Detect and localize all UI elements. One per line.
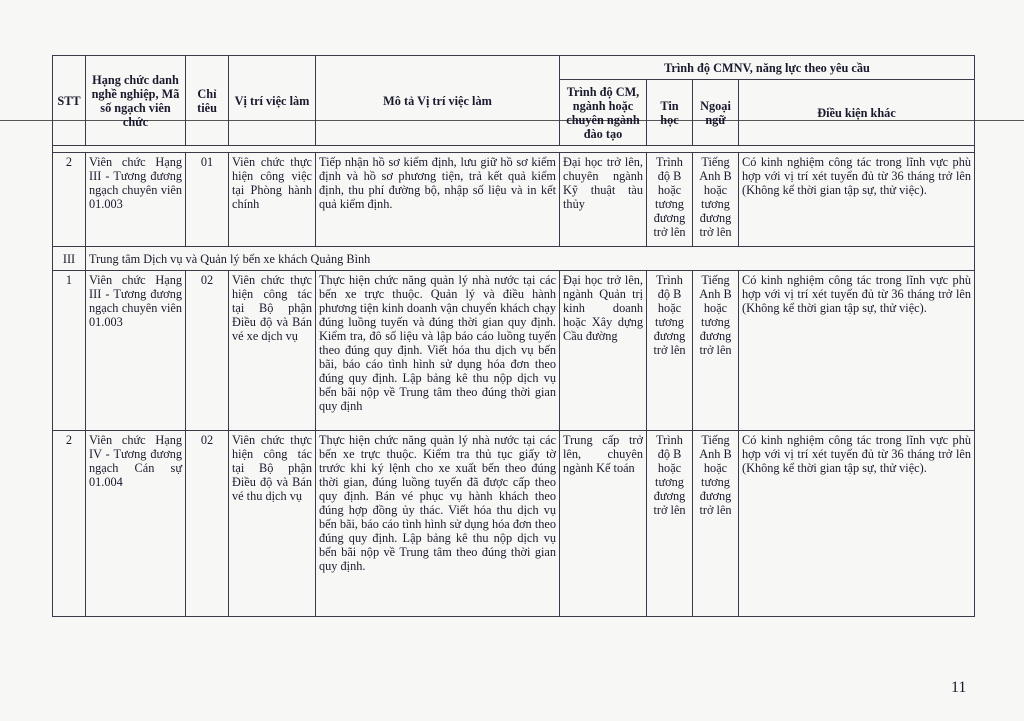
cell-dieu-kien: Có kinh nghiệm công tác trong lĩnh vực phù hợp với vị trí xét tuyển đủ từ 36 tháng trở lên (Không kể thời gian tập sự, thử việc). bbox=[739, 153, 975, 247]
section-title: Trung tâm Dịch vụ và Quản lý bến xe khách Quảng Bình bbox=[86, 247, 975, 271]
section-row bbox=[53, 247, 975, 271]
cell-ngoai-ngu: Tiếng Anh B hoặc tương đương trở lên bbox=[693, 271, 739, 431]
cell-stt: 1 bbox=[53, 271, 86, 431]
cell-mo-ta: Thực hiện chức năng quản lý nhà nước tại các bến xe trực thuộc. Quản lý và điều hành phương tiện kinh doanh vận chuyển khách chạy đúng luồng tuyến và đúng thời gian quy định. Kiểm tra, đô số liệu và lập báo cáo luồng tuyến theo đúng quy định. Viết hóa thu dịch vụ bến bãi, báo cáo tình hình sử dụng hóa đơn theo đúng quy định. Lập bảng kê thu nộp dịch vụ bến bãi nộp về Trung tâm theo đúng thời gian quy định bbox=[316, 271, 560, 431]
cell-ngoai-ngu: Tiếng Anh B hoặc tương đương trở lên bbox=[693, 431, 739, 617]
cell-tin-hoc: Trình độ B hoặc tương đương trở lên bbox=[647, 271, 693, 431]
recruitment-table bbox=[52, 55, 975, 617]
table-gap-row bbox=[53, 146, 975, 153]
header-mo-ta: Mô tả Vị trí việc làm bbox=[316, 56, 560, 146]
header-stt: STT bbox=[53, 56, 86, 146]
page-number: 11 bbox=[951, 679, 967, 696]
cell-mo-ta: Tiếp nhận hồ sơ kiểm định, lưu giữ hồ sơ kiểm định và hồ sơ phương tiện, trả kết quả kiểm định, thu phí đường bộ, nhập số liệu và in kết quả kiểm định. bbox=[316, 153, 560, 247]
cell-ngoai-ngu: Tiếng Anh B hoặc tương đương trở lên bbox=[693, 153, 739, 247]
cell-chi-tieu: 01 bbox=[186, 153, 229, 247]
cell-trinh-do: Trung cấp trở lên, chuyên ngành Kế toán bbox=[560, 431, 647, 617]
section-roman: III bbox=[53, 247, 86, 271]
cell-chi-tieu: 02 bbox=[186, 431, 229, 617]
cell-mo-ta: Thực hiện chức năng quản lý nhà nước tại các bến xe trực thuộc. Kiểm tra thủ tục giấy tờ trước khi ký lệnh cho xe xuất bến theo đúng thời gian, đúng luồng tuyến đã được cấp theo quy định. Bán vé phục vụ hành khách theo đúng hợp đồng ủy thác. Viết hóa thu dịch vụ bến bãi, báo cáo tình hình sử dụng hóa đơn theo đúng quy định. Lập bảng kê thu nộp dịch vụ bến bãi nộp về Trung tâm theo đúng thời gian quy định. bbox=[316, 431, 560, 617]
cell-tin-hoc: Trình độ B hoặc tương đương trở lên bbox=[647, 431, 693, 617]
header-trinh-do-cm: Trình độ CM, ngành hoặc chuyên ngành đào tạo bbox=[560, 80, 647, 146]
header-vi-tri: Vị trí việc làm bbox=[229, 56, 316, 146]
header-tin-hoc: Tin học bbox=[647, 80, 693, 146]
header-dieu-kien: Điều kiện khác bbox=[739, 80, 975, 146]
cell-vi-tri: Viên chức thực hiện công tác tại Bộ phận Điều độ và Bán vé thu dịch vụ bbox=[229, 431, 316, 617]
cell-trinh-do: Đại học trở lên, ngành Quản trị kinh doanh hoặc Xây dựng Cầu đường bbox=[560, 271, 647, 431]
cell-dieu-kien: Có kinh nghiệm công tác trong lĩnh vực phù hợp với vị trí xét tuyển đủ từ 36 tháng trở lên (Không kể thời gian tập sự, thử việc). bbox=[739, 271, 975, 431]
header-ngoai-ngu: Ngoại ngữ bbox=[693, 80, 739, 146]
table-row bbox=[53, 153, 975, 247]
cell-vi-tri: Viên chức thực hiện công tác tại Bộ phận Điều độ và Bán vé xe dịch vụ bbox=[229, 271, 316, 431]
cell-tin-hoc: Trình độ B hoặc tương đương trở lên bbox=[647, 153, 693, 247]
header-trinh-do-group: Trình độ CMNV, năng lực theo yêu cầu bbox=[560, 56, 975, 80]
cell-stt: 2 bbox=[53, 153, 86, 247]
cell-vi-tri: Viên chức thực hiện công việc tại Phòng hành chính bbox=[229, 153, 316, 247]
header-hang-chuc: Hạng chức danh nghề nghiệp, Mã số ngạch viên chức bbox=[86, 56, 186, 146]
cell-trinh-do: Đại học trở lên, chuyên ngành Kỹ thuật tàu thủy bbox=[560, 153, 647, 247]
cell-stt: 2 bbox=[53, 431, 86, 617]
cell-chi-tieu: 02 bbox=[186, 271, 229, 431]
table-row bbox=[53, 271, 975, 431]
cell-dieu-kien: Có kinh nghiệm công tác trong lĩnh vực phù hợp với vị trí xét tuyển đủ từ 36 tháng trở lên (Không kể thời gian tập sự, thử việc). bbox=[739, 431, 975, 617]
cell-hang: Viên chức Hạng III - Tương đương ngạch chuyên viên 01.003 bbox=[86, 271, 186, 431]
cell-hang: Viên chức Hạng IV - Tương đương ngạch Cán sự 01.004 bbox=[86, 431, 186, 617]
header-chi-tieu: Chỉ tiêu bbox=[186, 56, 229, 146]
table-row bbox=[53, 431, 975, 617]
cell-hang: Viên chức Hạng III - Tương đương ngạch chuyên viên 01.003 bbox=[86, 153, 186, 247]
